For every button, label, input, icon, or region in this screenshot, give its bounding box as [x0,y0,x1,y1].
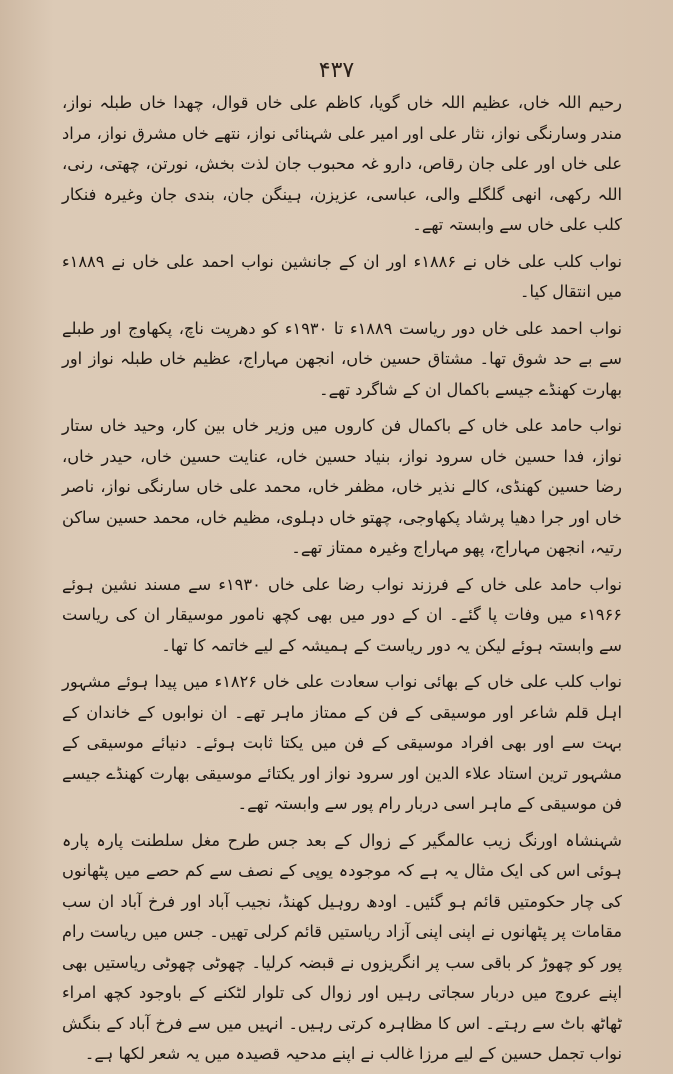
paragraph-raza-ali-khan: نواب حامد علی خاں کے فرزند نواب رضا علی خاں ۱۹۳۰ء سے مسند نشین ہوئے ۱۹۶۶ء میں وفات پا گئے۔ ان کے دور میں بھی کچھ نامور موسیقار ان کی ریاست سے وابستہ ہوئے لیکن یہ دور ریاست کے ہمیشہ کے لیے خاتمہ کا تھا۔ [62,574,622,655]
page-body [62,88,622,1074]
paragraph-saadat-ali-khan: نواب کلب علی خاں کے بھائی نواب سعادت علی خاں ۱۸۲۶ء میں پیدا ہوئے مشہور اہل قلم شاعر اور موسیقی کے فن کے ممتاز ماہر تھے۔ ان نوابوں کے خاندان کے بہت سے اور بھی افراد موسیقی کے فن میں یکتا ثابت ہوئے۔ دنیائے موسیقی کے مشہور ترین استاد علاء الدین اور سرود نواز اور یکتائے موسیقی بھارت کھنڈے جیسے فن موسیقی کے ماہر اسی دربار رام پور سے وابستہ تھے۔ [62,672,622,813]
paragraph-mughal-decline: شہنشاہ اورنگ زیب عالمگیر کے زوال کے بعد جس طرح مغل سلطنت پارہ پارہ ہوئی اس کی ایک مثال یہ ہے کہ موجودہ یوپی کے نصف سے کم حصے میں پٹھانوں کی چار حکومتیں قائم ہو گئیں۔ اودھ روہیل کھنڈ، نجیب آباد اور فرخ آباد ان سب مقامات پر پٹھانوں نے اپنی اپنی آزاد ریاستیں قائم کرلی تھیں۔ جس میں ریاست رام پور کو چھوڑ کر باقی سب پر انگریزوں نے قبضہ کرلیا۔ چھوٹی چھوٹی ریاستیں بھی اپنے عروج میں دربار سجاتی رہیں اور زوال کی تلوار لٹکنے کے باوجود کچھ امراء ٹھاٹھ باٹ سے رہتے۔ اس کا مظاہرہ کرتی رہیں۔ انہیں میں سے فرخ آباد کے بنگش نواب تجمل حسین کے لیے مرزا غالب نے اپنے مدحیہ قصیدہ میں یہ شعر لکھا ہے۔ [62,830,622,1063]
paragraph-musicians-list: رحیم اللہ خاں، عظیم اللہ خاں گویا، کاظم علی خاں قوال، چھدا خاں طبلہ نواز، مندر وسارنگی نواز، نثار علی اور امیر علی شہنائی نواز، نتھے خاں مشرق نواز، مراد علی خاں اور علی جان رقاص، دارو غہ محبوب جان لذت بخش، نورتن، چھتی، رنی، اللہ رکھی، انھی گلگلے والی، عباسی، عزیزن، ہینگن جان، بندی جان وغیرہ فنکار کلب علی خاں سے وابستہ تھے۔ [62,93,622,234]
paragraph-hamid-ali-khan: نواب حامد علی خاں کے باکمال فن کاروں میں وزیر خاں بین کار، وحید خاں ستار نواز، فدا حسین خاں سرود نواز، بنیاد حسین خاں، عنایت حسین خاں، حیدر خاں، رضا حسین کھنڈی، کالے نذیر خاں، مظفر خاں، محمد علی خاں سارنگی نواز، ناصر خاں اور جرا دھیا پرشاد پکھاوجی، چھتو خاں دہلوی، مظیم خاں، محمد حسین ساکن رتیہ، انجھن مہاراج، پھو مہاراج وغیرہ ممتاز تھے۔ [62,416,622,557]
paragraph-ahmad-ali-khan: نواب احمد علی خاں دور ریاست ۱۸۸۹ء تا ۱۹۳۰ء کو دھرپت ناچ، پکھاوج اور طبلے سے بے حد شوق تھا۔ مشتاق حسین خاں، انجھن مہاراج، عظیم خاں طبلہ نواز اور بھارت کھنڈے جیسے باکمال ان کے شاگرد تھے۔ [62,318,623,399]
page-number: ۴۳۷ [318,58,355,83]
paragraph-nawab-death: نواب کلب علی خاں نے ۱۸۸۶ء اور ان کے جانشین نواب احمد علی خاں نے ۱۸۸۹ء میں انتقال کیا۔ [62,251,622,301]
